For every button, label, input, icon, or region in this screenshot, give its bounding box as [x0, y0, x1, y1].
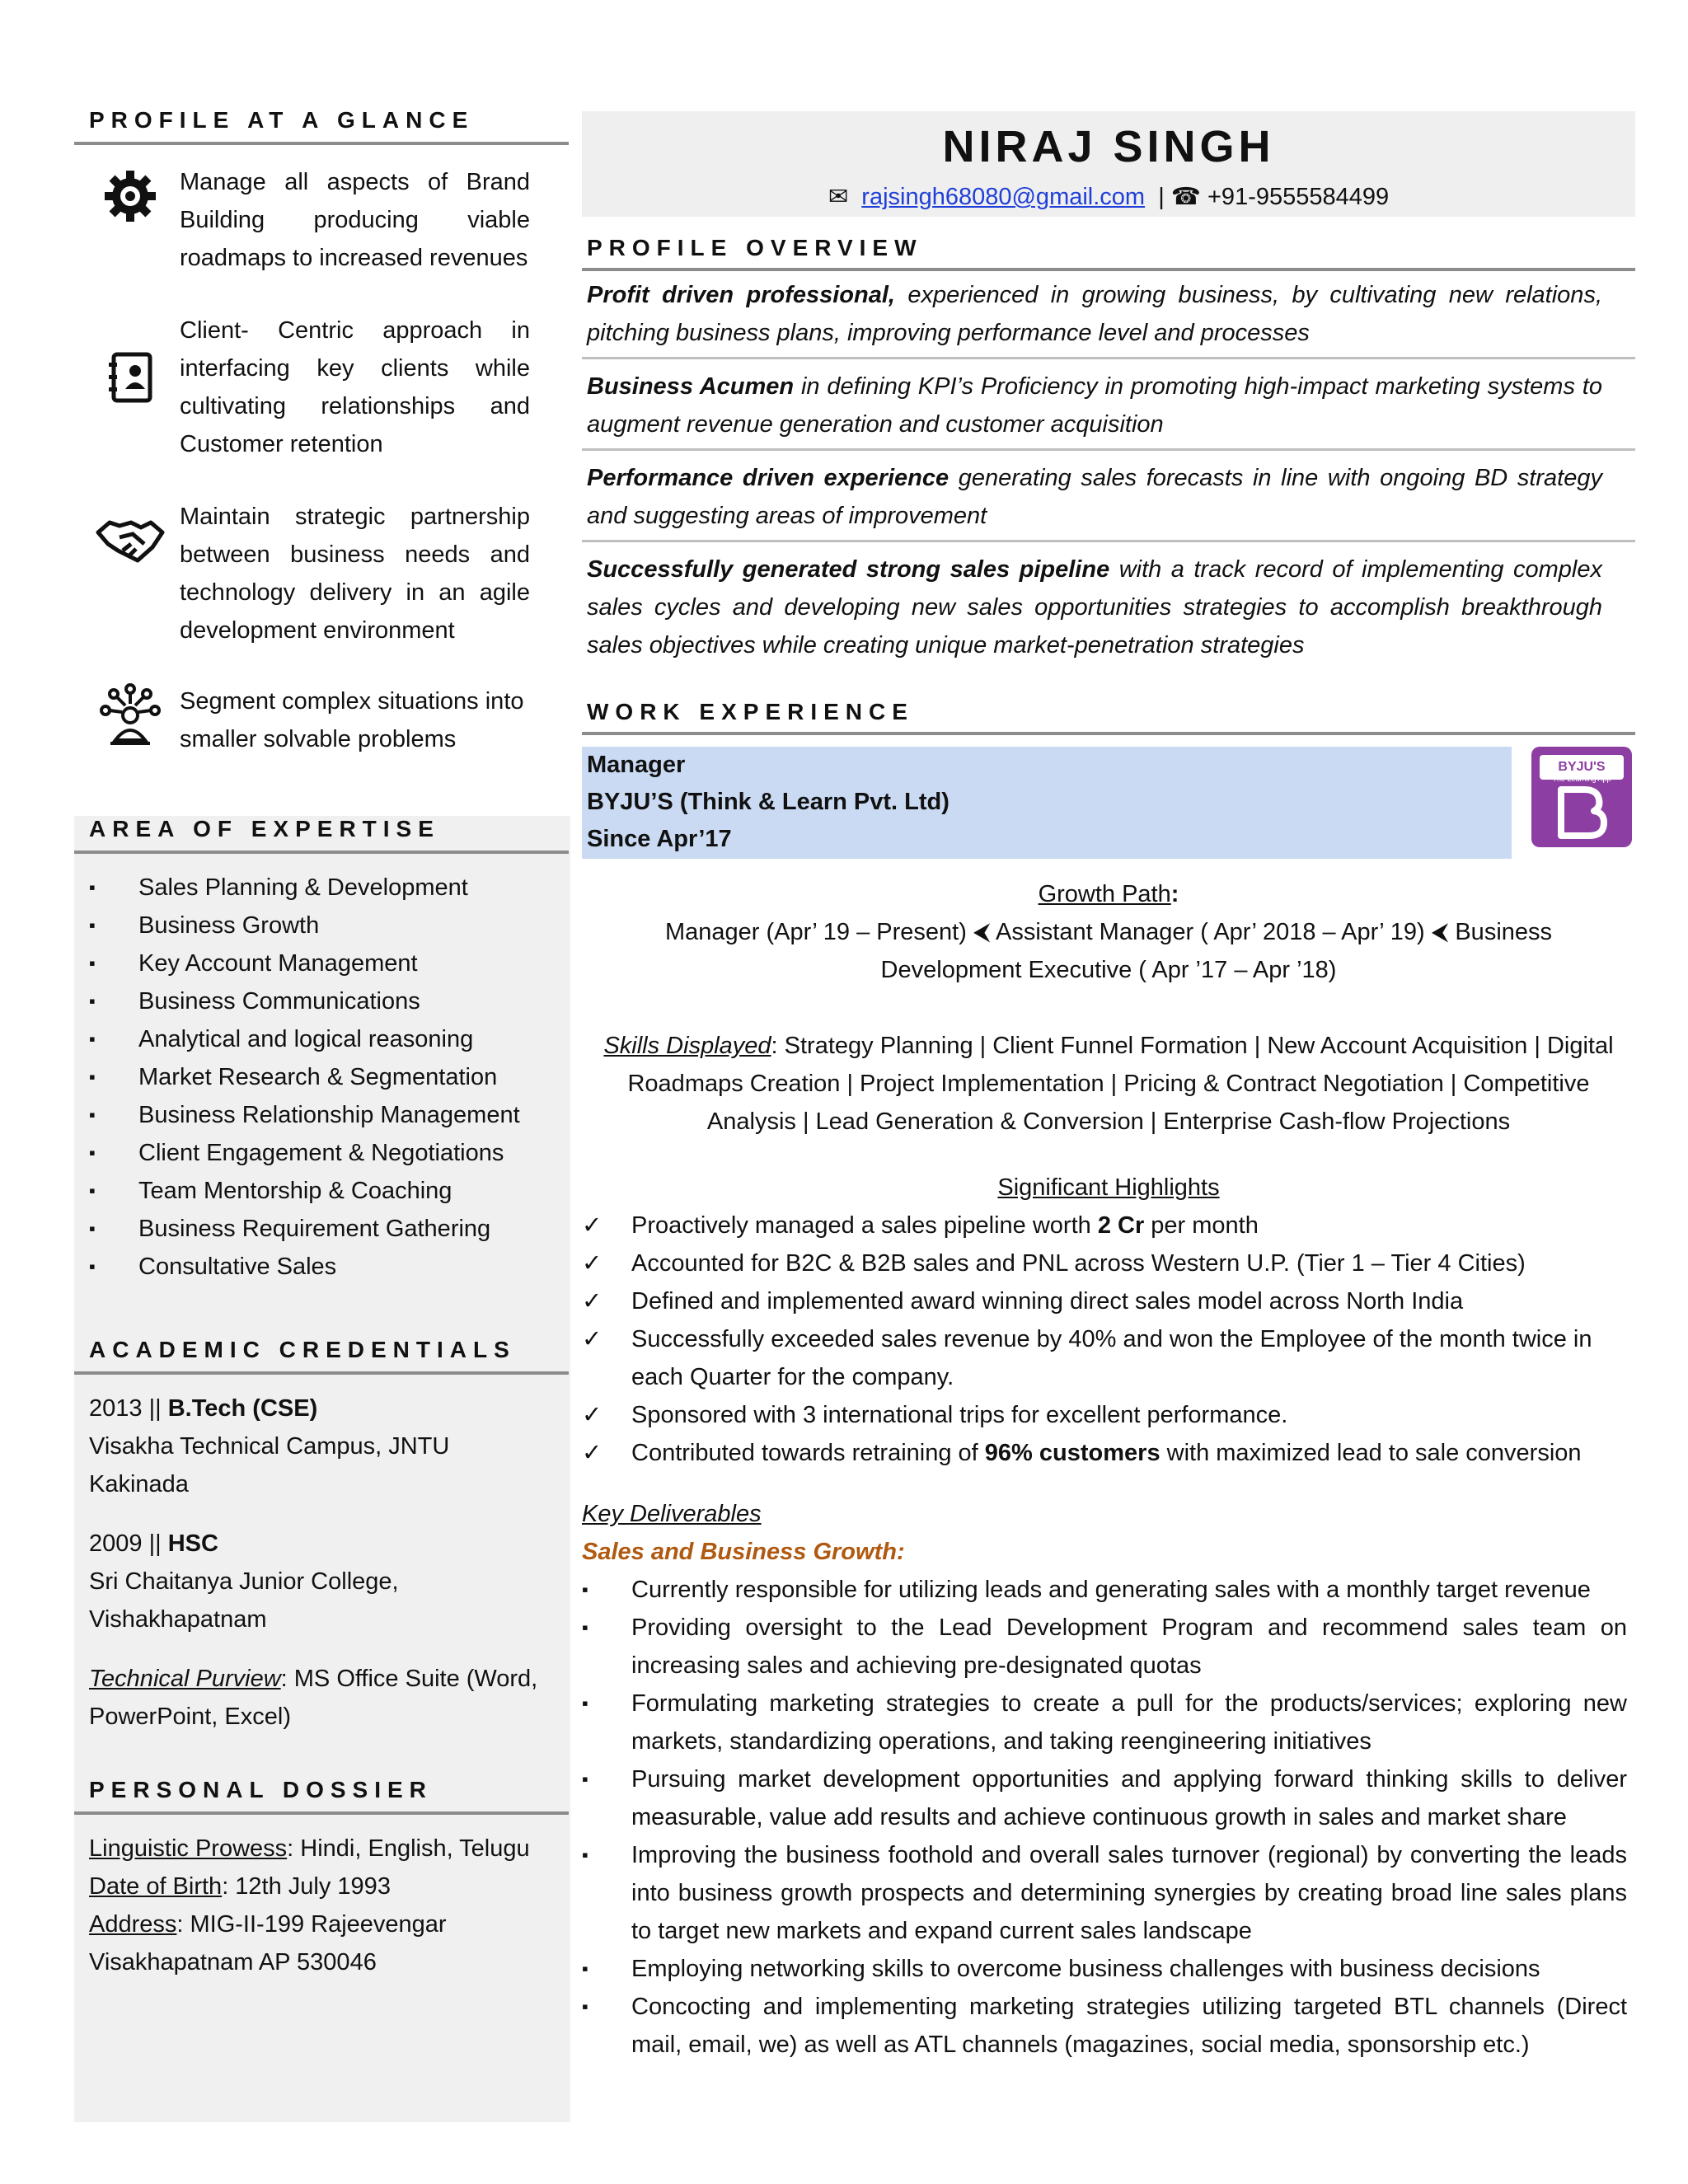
highlight-item: [582, 1320, 1635, 1396]
dob-value: : 12th July 1993: [222, 1873, 391, 1900]
glance-item: [74, 312, 569, 463]
highlights-heading: Significant Highlights: [997, 1174, 1220, 1201]
overview-text: experienced in growing business, by cultivating new relations, pitching business plans, improving performance level and processes: [587, 282, 1602, 346]
network-person-icon: [91, 682, 169, 748]
glance-item: [74, 682, 569, 758]
overview-text: with a track record of implementing complex sales cycles and developing new sales opportunities strategies to accomplish breakthrough sales objectives while creating unique market-penetration strategies: [587, 556, 1602, 658]
growth-path-colon: :: [1170, 881, 1179, 907]
academic-year: 2013 ||: [89, 1395, 162, 1422]
glance-item: [74, 498, 569, 649]
highlight-text: Sponsored with 3 international trips for excellent performance.: [631, 1402, 1288, 1428]
technical-purview-value: : MS Office Suite (Word, PowerPoint, Excel): [89, 1666, 538, 1730]
envelope-icon: ✉: [828, 184, 849, 210]
overview-text: in defining KPI’s Proficiency in promoting high-impact marketing systems to augment revenue generation and customer acquisition: [587, 373, 1602, 438]
list-item: ▪ Business Growth: [89, 907, 569, 944]
highlight-item: [582, 1282, 1635, 1320]
highlight-bold: 96% customers: [984, 1440, 1160, 1466]
list-item: ▪ Client Engagement & Negotiations: [89, 1134, 569, 1172]
deliverables-subtitle: Sales and Business Growth:: [582, 1539, 905, 1565]
overview-item: [582, 276, 1635, 359]
list-item: ▪ Consultative Sales: [89, 1248, 569, 1286]
contact-card-icon: [91, 344, 169, 410]
technical-purview: [74, 1660, 569, 1736]
logo-tagline: The Learning App: [1552, 775, 1611, 783]
address-line2: Visakhapatnam AP 530046: [89, 1949, 377, 1975]
academic-degree: B.Tech (CSE): [167, 1395, 318, 1422]
deliverable-item: ▪ Concocting and implementing marketing strategies utilizing targeted BTL channels (Direct mail, email, we) as well as ATL channels (magazines, social media, sponsorship etc.): [582, 1988, 1635, 2064]
skills-displayed: [582, 1027, 1635, 1141]
growth-path-text: Manager (Apr’ 19 – Present) ⮜ Assistant Manager ( Apr’ 2018 – Apr’ 19) ⮜ Business Development Executive ( Apr ’17 – Apr ’18): [664, 919, 1553, 983]
highlight-item: [582, 1396, 1635, 1434]
section-title-personal: PERSONAL DOSSIER: [74, 1777, 569, 1815]
phone-number: +91-9555584499: [1207, 184, 1390, 210]
dob-label: Date of Birth: [89, 1873, 223, 1900]
highlight-text: Accounted for B2C & B2B sales and PNL across Western U.P. (Tier 1 – Tier 4 Cities): [631, 1250, 1526, 1277]
overview-lead: Successfully generated strong sales pipeline: [587, 556, 1110, 583]
academic-location: Kakinada: [89, 1471, 189, 1497]
deliverables-list: [582, 1571, 1635, 2064]
job-banner: [582, 747, 1635, 859]
left-column: [74, 107, 569, 1981]
academic-year: 2009 ||: [89, 1530, 162, 1557]
contact-separator: |: [1158, 184, 1165, 210]
address-value: : MIG-II-199 Rajeevengar: [176, 1911, 447, 1938]
highlight-text: Proactively managed a sales pipeline worth: [631, 1212, 1098, 1239]
section-title-overview: PROFILE OVERVIEW: [582, 235, 1635, 271]
highlight-text: Defined and implemented award winning direct sales model across North India: [631, 1288, 1464, 1315]
deliverable-item: ▪ Improving the business foothold and overall sales turnover (regional) by converting the leads into business growth prospects and determining synergies by creating broad line sales plans to target new markets and expand current sales landscape: [582, 1836, 1635, 1950]
glance-text: Maintain strategic partnership between business needs and technology delivery in an agile development environment: [180, 504, 530, 644]
personal-dossier: [74, 1830, 569, 1981]
languages-value: : Hindi, English, Telugu: [287, 1835, 530, 1862]
contact-line: [582, 182, 1635, 211]
right-column: [582, 111, 1635, 2064]
overview-lead: Performance driven experience: [587, 465, 950, 491]
languages-label: Linguistic Prowess: [89, 1835, 288, 1862]
academic-degree: HSC: [167, 1530, 218, 1557]
list-item: ▪ Key Account Management: [89, 944, 569, 982]
list-item: ▪ Business Communications: [89, 982, 569, 1020]
section-title-glance: PROFILE AT A GLANCE: [74, 107, 569, 145]
highlights-title: [582, 1169, 1635, 1207]
academic-entry: [74, 1390, 569, 1503]
section-title-academic: ACADEMIC CREDENTIALS: [74, 1337, 569, 1375]
job-details: [582, 747, 1512, 859]
skills-label: Skills Displayed: [603, 1033, 771, 1059]
overview-item: [582, 459, 1635, 542]
email-link[interactable]: rajsingh68080@gmail.com: [861, 184, 1146, 210]
section-title-expertise: AREA OF EXPERTISE: [74, 816, 569, 854]
deliverables-label: [582, 1495, 1635, 1533]
academic-location: Vishakhapatnam: [89, 1606, 267, 1633]
list-item: ▪ Analytical and logical reasoning: [89, 1020, 569, 1058]
overview-lead: Business Acumen: [587, 373, 795, 400]
deliverable-item: ▪ Currently responsible for utilizing leads and generating sales with a monthly target revenue: [582, 1571, 1635, 1609]
growth-path-label: Growth Path: [1038, 881, 1171, 907]
highlight-text: Contributed towards retraining of: [631, 1440, 985, 1466]
highlight-item: [582, 1434, 1635, 1472]
glance-text: Client- Centric approach in interfacing key clients while cultivating relationships and Customer retention: [180, 317, 530, 457]
list-item: ▪ Market Research & Segmentation: [89, 1058, 569, 1096]
overview-list: [582, 276, 1635, 669]
job-since: Since Apr’17: [587, 826, 732, 852]
highlight-bold: 2 Cr: [1097, 1212, 1145, 1239]
candidate-name: NIRAJ SINGH: [942, 122, 1275, 171]
highlight-item: [582, 1207, 1635, 1244]
list-item: ▪ Sales Planning & Development: [89, 869, 569, 907]
overview-item: [582, 551, 1635, 669]
highlight-text-end: per month: [1144, 1212, 1259, 1239]
logo-wordmark: BYJU'S: [1540, 755, 1624, 780]
section-title-work: WORK EXPERIENCE: [582, 699, 1635, 735]
phone-icon: ☎: [1170, 184, 1201, 210]
expertise-list: [74, 869, 569, 1286]
growth-path: [582, 875, 1635, 989]
highlight-text-end: with maximized lead to sale conversion: [1160, 1440, 1582, 1466]
deliverable-item: ▪ Pursuing market development opportunities and applying forward thinking skills to deliver measurable, value add results and achieve continuous growth in sales and market share: [582, 1760, 1635, 1836]
deliverables-heading: Key Deliverables: [582, 1501, 762, 1527]
list-item: ▪ Business Requirement Gathering: [89, 1210, 569, 1248]
overview-item: [582, 368, 1635, 451]
list-item: ▪ Business Relationship Management: [89, 1096, 569, 1134]
highlight-item: [582, 1244, 1635, 1282]
deliverable-item: ▪ Employing networking skills to overcome business challenges with business decisions: [582, 1950, 1635, 1988]
technical-purview-label: Technical Purview: [89, 1666, 281, 1692]
logo-mark-icon: [1550, 785, 1614, 842]
academic-institution: Visakha Technical Campus, JNTU: [89, 1433, 450, 1460]
glance-text: Manage all aspects of Brand Building producing viable roadmaps to increased revenues: [180, 169, 530, 271]
glance-text: Segment complex situations into smaller solvable problems: [180, 688, 524, 752]
deliverable-item: ▪ Formulating marketing strategies to create a pull for the products/services; exploring new markets, standardizing operations, and taking reengineering initiatives: [582, 1685, 1635, 1760]
list-item: ▪ Team Mentorship & Coaching: [89, 1172, 569, 1210]
academic-institution: Sri Chaitanya Junior College,: [89, 1568, 399, 1595]
glance-item: [74, 163, 569, 277]
academic-entry: [74, 1525, 569, 1638]
job-role: Manager: [587, 752, 686, 778]
highlights-list: [582, 1207, 1635, 1472]
overview-lead: Profit driven professional,: [587, 282, 895, 308]
address-label: Address: [89, 1911, 177, 1938]
job-company: BYJU’S (Think & Learn Pvt. Ltd): [587, 789, 950, 815]
skills-text: : Strategy Planning | Client Funnel Formation | New Account Acquisition | Digital Roadmaps Creation | Project Implementation | Pricing & Contract Negotiation | Competitive Analysis | Lead Generation & Conversion | Enterprise Cash-flow Projections: [627, 1033, 1614, 1135]
handshake-icon: [91, 508, 169, 574]
highlight-text: Successfully exceeded sales revenue by 40% and won the Employee of the month twice in each Quarter for the company.: [631, 1326, 1592, 1390]
header-box: [582, 111, 1635, 217]
overview-text: generating sales forecasts in line with ongoing BD strategy and suggesting areas of improvement: [587, 465, 1603, 529]
deliverable-item: ▪ Providing oversight to the Lead Development Program and recommend sales team on increasing sales and achieving pre-designated quotas: [582, 1609, 1635, 1685]
byjus-logo: [1531, 747, 1632, 847]
gear-icon: [91, 163, 169, 229]
